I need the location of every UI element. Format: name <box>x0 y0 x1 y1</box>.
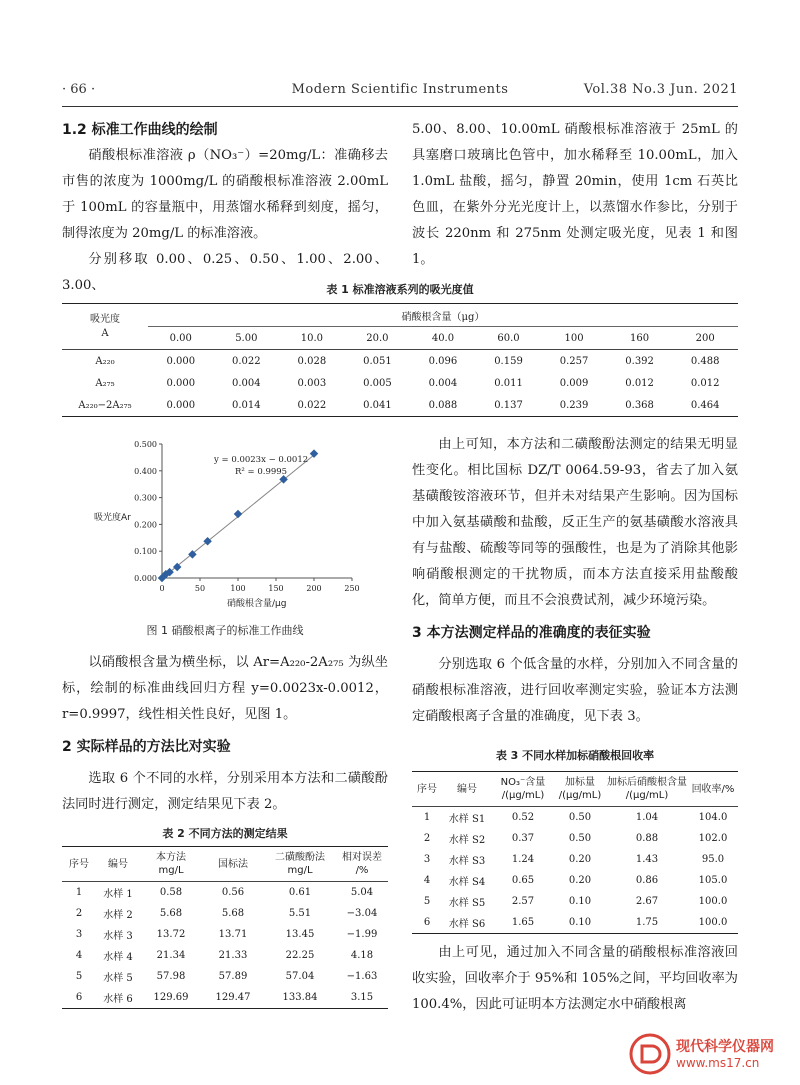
table-1-cell: 0.022 <box>279 394 345 417</box>
table-1-cell: 0.159 <box>494 355 523 367</box>
table-2-cell: 13.71 <box>218 929 248 940</box>
table-3-cell: 0.20 <box>568 875 592 886</box>
table-3-cell: 0.50 <box>568 812 592 823</box>
table-1-col-header: 5.00 <box>214 327 280 350</box>
table-1-cell: 0.012 <box>625 377 654 389</box>
table-1-cell: 0.014 <box>214 394 280 417</box>
recovery-discussion <box>412 940 738 1018</box>
running-header <box>62 82 738 102</box>
table-1-cell: 0.257 <box>559 355 589 367</box>
table-1-cell: 0.003 <box>297 377 327 389</box>
table-row <box>412 807 738 829</box>
section-1-2-cont <box>412 117 738 273</box>
table-2-cell: 2 <box>75 908 83 919</box>
table-2-cell: 57.98 <box>156 971 186 982</box>
y-tick-label: 0.100 <box>134 547 157 557</box>
table-1-cell: 0.000 <box>166 377 196 389</box>
table-1-col-header: 200 <box>672 327 738 350</box>
table-3-cell: 104.0 <box>698 812 728 823</box>
table-3-cell: 0.88 <box>635 833 659 844</box>
table-2-cell: 水样 1 <box>103 889 133 900</box>
table-row <box>412 849 738 870</box>
table-2-cell: 13.45 <box>285 929 315 940</box>
table-row <box>412 870 738 891</box>
table-3-cell: 4 <box>423 875 431 886</box>
table-row <box>62 882 388 904</box>
table-3-cell: 1.75 <box>606 912 688 934</box>
table-1-cell: 0.000 <box>148 394 214 417</box>
y-tick-label: 0.200 <box>134 520 157 530</box>
table-1-cell: 0.368 <box>607 394 673 417</box>
table-2-cell: 水样 3 <box>103 931 133 942</box>
table-3-cell: 0.65 <box>511 875 535 886</box>
table-2-cell: 129.47 <box>202 987 264 1009</box>
table-row <box>62 924 388 945</box>
table-1-corner: 吸光度 A <box>62 304 148 350</box>
table-1-col-header: 160 <box>607 327 673 350</box>
table-1-cell: 0.488 <box>690 355 720 367</box>
table-1-cell: 0.005 <box>363 377 392 389</box>
table-2 <box>62 846 388 1009</box>
table-2-col-header: 本方法 mg/L <box>140 847 202 882</box>
table-3-cell: 0.10 <box>554 912 606 934</box>
table-1-cell: 0.239 <box>541 394 607 417</box>
table-2-cell: 6 <box>62 987 96 1009</box>
table-3-cell: 2 <box>423 833 431 844</box>
table-2-cell: 57.89 <box>218 971 248 982</box>
table-3-col-header: NO₃⁻含量 /(μg/mL) <box>492 772 554 807</box>
table-row <box>62 966 388 987</box>
table-3-cell: 100.0 <box>688 912 738 934</box>
table-2-cell: 4 <box>75 950 83 961</box>
x-tick-label: 100 <box>230 584 246 593</box>
table-2-cell: 21.34 <box>156 950 186 961</box>
table-2-cell: 水样 5 <box>103 973 133 984</box>
table-3-cell: 水样 S2 <box>448 835 486 846</box>
table-3-cell: 102.0 <box>698 833 728 844</box>
table-2-cell: 133.84 <box>264 987 336 1009</box>
table-2-cell: 水样 4 <box>103 952 133 963</box>
table-2-cell: −1.99 <box>346 929 378 940</box>
table-row <box>412 912 738 934</box>
table-2-col-header: 序号 <box>62 847 96 882</box>
table-2-cell: 13.72 <box>156 929 186 940</box>
page-number: · 66 · <box>62 82 96 97</box>
table-2-cell: 5.68 <box>221 908 245 919</box>
recovery-para: 由上可见，通过加入不同含量的硝酸根标准溶液回收实验，回收率介于 95%和 105%之间，平均回收率为 100.4%，因此可证明本方法测定水中硝酸根离 <box>412 945 738 1012</box>
y-axis-label: 吸光度Ar <box>94 513 131 523</box>
figure-1-plot <box>62 432 388 622</box>
table-2-col-header: 国标法 <box>202 847 264 882</box>
table-3-col-header: 加标后硝酸根含量 /(μg/mL) <box>606 772 688 807</box>
table-2-cell: 129.69 <box>140 987 202 1009</box>
table-1-row-label: A₂₂₀−2A₂₇₅ <box>62 394 148 417</box>
section-3-title: 3 本方法测定样品的准确度的表征实验 <box>412 625 651 641</box>
trendline-equation: y = 0.0023x − 0.0012 <box>214 455 309 465</box>
table-1-row-label: A₂₇₅ <box>95 377 115 389</box>
r-squared-label: R² = 0.9995 <box>235 467 288 477</box>
table-3-cell: 6 <box>412 912 442 934</box>
table-1-row <box>62 350 738 373</box>
table-1-cell: 0.051 <box>363 355 392 367</box>
table-2-caption: 表 2 不同方法的测定结果 <box>162 827 288 840</box>
watermark-logo <box>628 1030 788 1080</box>
section-1-2-para-1: 硝酸根标准溶液 ρ（NO₃⁻）=20mg/L：准确移去市售的浓度为 1000mg/L 的硝酸根标准溶液 2.00mL 于 100mL 的容量瓶中，用蒸馏水稀释到刻度，摇匀，制得浓度为 20mg/L 的标准溶液。 <box>62 148 388 241</box>
issue-info: Vol.38 No.3 Jun. 2021 <box>583 82 738 97</box>
x-tick-label: 50 <box>194 584 206 593</box>
table-3-cell: 3 <box>423 854 431 865</box>
table-2-cell: 5.04 <box>350 887 374 898</box>
table-3-cell: 0.50 <box>568 833 592 844</box>
table-3-cell: 1.24 <box>511 854 535 865</box>
table-2-cell: 水样 6 <box>96 987 140 1009</box>
table-3-cell: 0.10 <box>568 896 592 907</box>
x-tick-label: 200 <box>306 584 322 593</box>
comparison-discussion-para: 由上可知，本方法和二磺酸酚法测定的结果无明显性变化。相比国标 DZ/T 0064.59-93，省去了加入氨基磺酸铵溶液环节，但并未对结果产生影响。因为国标中加入氨基磺酸和盐酸，反正生产的氨基磺酸水溶液具有与盐酸、硫酸等同等的强酸性，也是为了消除其他影响硝酸根测定的干扰物质，而本方法直接采用盐酸酸化，简单方便，而且不会浪费试剂，减少环境污染。 <box>412 437 738 608</box>
y-tick-label: 0.300 <box>134 493 157 503</box>
table-3-cell: 水样 S4 <box>448 877 486 888</box>
table-row <box>62 903 388 924</box>
figure-1-caption: 图 1 硝酸根离子的标准工作曲线 <box>146 624 304 637</box>
right-col-lower <box>412 432 738 730</box>
table-2-cell: 5.68 <box>159 908 183 919</box>
table-1-cell: 0.011 <box>494 377 523 389</box>
table-2-cell: 4.18 <box>350 950 374 961</box>
table-2-cell: 水样 2 <box>103 910 133 921</box>
table-1-cell: 0.022 <box>232 355 261 367</box>
table-3-caption: 表 3 不同水样加标硝酸根回收率 <box>495 749 655 762</box>
table-1-cell: 0.137 <box>476 394 542 417</box>
table-1-cell: 0.004 <box>428 377 458 389</box>
header-rule <box>62 106 738 107</box>
table-3-cell: 2.67 <box>635 896 659 907</box>
table-3-col-header: 回收率/% <box>688 772 738 807</box>
table-3-cell: 水样 S6 <box>442 912 492 934</box>
table-1-cell: 0.096 <box>428 355 458 367</box>
table-row <box>62 987 388 1009</box>
watermark-icon <box>628 1032 672 1076</box>
table-2-cell: 5.51 <box>288 908 312 919</box>
table-3 <box>412 771 738 934</box>
table-1-col-header: 10.0 <box>279 327 345 350</box>
table-1 <box>62 303 738 417</box>
table-3-cell: 100.0 <box>698 896 728 907</box>
table-2-col-header: 编号 <box>96 847 140 882</box>
table-2-col-header: 相对误差 /% <box>336 847 388 882</box>
section-1-2-title: 1.2 标准工作曲线的绘制 <box>62 122 218 138</box>
table-1-cell: 0.009 <box>559 377 589 389</box>
table-3-col-header: 加标量 /(μg/mL) <box>554 772 606 807</box>
section-2-title: 2 实际样品的方法比对实验 <box>62 739 231 755</box>
table-2-cell: 0.61 <box>288 887 312 898</box>
table-3-col-header: 序号 <box>412 772 442 807</box>
table-3-cell: 1.04 <box>635 812 659 823</box>
table-1-caption: 表 1 标准溶液系列的吸光度值 <box>326 283 474 296</box>
table-3-cell: 0.20 <box>568 854 592 865</box>
table-2-cell: 21.33 <box>218 950 248 961</box>
table-row <box>412 891 738 912</box>
table-1-cell: 0.028 <box>297 355 327 367</box>
table-1-cell: 0.041 <box>345 394 411 417</box>
watermark-url: www.ms17.cn <box>676 1056 760 1070</box>
table-1-col-header: 100 <box>541 327 607 350</box>
left-col-after-figure <box>62 650 388 818</box>
table-1-row <box>62 394 738 417</box>
table-3-cell: 105.0 <box>698 875 728 886</box>
table-1-cell: 0.012 <box>690 377 720 389</box>
regression-para: 以硝酸根含量为横坐标，以 Ar=A₂₂₀-2A₂₇₅ 为纵坐标，绘制的标准曲线回归方程 y=0.0023x-0.0012，r=0.9997，线性相关性良好，见图 1。 <box>62 655 388 722</box>
x-tick-label: 150 <box>268 584 284 593</box>
table-3-col-header: 编号 <box>442 772 492 807</box>
table-1-col-header: 20.0 <box>345 327 411 350</box>
table-2-cell: 3 <box>75 929 83 940</box>
table-2-cell: 3.15 <box>336 987 388 1009</box>
section-1-2 <box>62 117 388 299</box>
table-1-cell: 0.004 <box>232 377 261 389</box>
section-3-para: 分别选取 6 个低含量的水样，分别加入不同含量的硝酸根标准溶液，进行回收率测定实验，验证本方法测定硝酸根离子含量的准确度，见下表 3。 <box>412 657 738 724</box>
data-point <box>310 449 318 457</box>
y-tick-label: 0.500 <box>134 440 157 449</box>
table-3-cell: 水样 S1 <box>448 814 486 825</box>
table-1-cell: 0.464 <box>672 394 738 417</box>
table-3-cell: 1 <box>423 812 431 823</box>
table-row <box>412 828 738 849</box>
table-2-cell: −3.04 <box>346 908 378 919</box>
table-3-cell: 0.52 <box>511 812 535 823</box>
x-axis-label: 硝酸根含量/μg <box>227 599 287 609</box>
table-1-row-label: A₂₂₀ <box>95 355 115 367</box>
table-3-cell: 0.86 <box>635 875 659 886</box>
journal-name: Modern Scientific Instruments <box>291 82 509 97</box>
table-1-cell: 0.000 <box>166 355 196 367</box>
table-1-col-header: 40.0 <box>410 327 476 350</box>
table-1-cell: 0.392 <box>625 355 654 367</box>
table-2-cell: −1.63 <box>346 971 378 982</box>
table-1-row <box>62 372 738 394</box>
figure-1 <box>62 432 388 652</box>
table-3-cell: 1.65 <box>492 912 554 934</box>
table-2-cell: 0.56 <box>221 887 245 898</box>
y-tick-label: 0.400 <box>134 466 157 476</box>
y-tick-label: 0.000 <box>134 574 157 583</box>
data-point <box>234 510 242 518</box>
table-3-cell: 5 <box>423 896 431 907</box>
table-2-col-header: 二磺酸酚法 mg/L <box>264 847 336 882</box>
table-3-cell: 95.0 <box>701 854 725 865</box>
table-3-cell: 水样 S5 <box>448 898 486 909</box>
section-1-2-para-2a: 分别移取 0.00、0.25、0.50、1.00、2.00、3.00、 <box>62 252 388 293</box>
table-1-col-header: 0.00 <box>148 327 214 350</box>
table-3-cell: 2.57 <box>511 896 535 907</box>
x-tick-label: 250 <box>344 584 360 593</box>
table-2-cell: 1 <box>75 887 83 898</box>
table-3-cell: 1.43 <box>635 854 659 865</box>
table-1-cell: 0.088 <box>410 394 476 417</box>
table-3-cell: 水样 S3 <box>448 856 486 867</box>
watermark-name: 现代科学仪器网 <box>676 1039 774 1055</box>
section-1-2-para-2b: 5.00、8.00、10.00mL 硝酸根标准溶液于 25mL 的具塞磨口玻璃比色管中，加水稀释至 10.00mL，加入 1.0mL 盐酸，摇匀，静置 20min，使用 1cm 石英比色皿，在紫外分光光度计上，以蒸馏水作参比，分别于波长 220nm 和 275nm 处测定吸光度，见表 1 和图 1。 <box>412 122 738 267</box>
table-2-cell: 5 <box>75 971 83 982</box>
table-2-cell: 0.58 <box>159 887 183 898</box>
table-1-group-header: 硝酸根含量（μg） <box>148 304 738 327</box>
table-row <box>62 945 388 966</box>
table-2-cell: 57.04 <box>285 971 315 982</box>
table-1-col-header: 60.0 <box>476 327 542 350</box>
x-tick-label: 0 <box>159 584 165 593</box>
table-2-cell: 22.25 <box>285 950 315 961</box>
section-2-para: 选取 6 个不同的水样，分别采用本方法和二磺酸酚法同时进行测定，测定结果见下表 2。 <box>62 771 388 812</box>
table-3-cell: 0.37 <box>511 833 535 844</box>
